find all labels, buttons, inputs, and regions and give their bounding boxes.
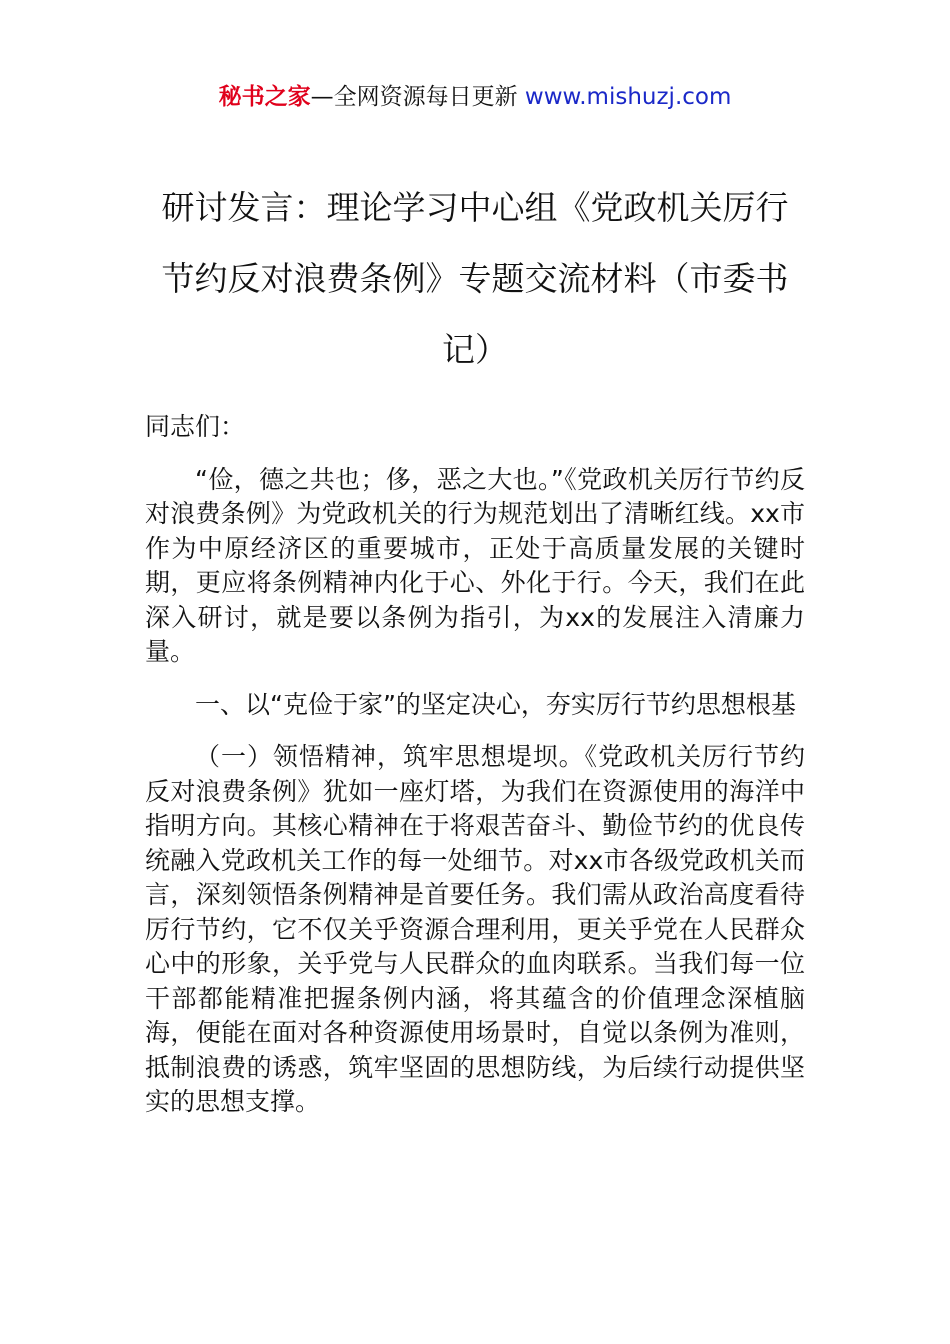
section-heading: 一、以“克俭于家”的坚定决心，夯实厉行节约思想根基 xyxy=(195,689,796,719)
brand-name: 秘书之家 xyxy=(218,84,311,110)
salutation: 同志们： xyxy=(145,412,246,441)
intro-paragraph: “俭，德之共也；侈，恶之大也。”《党政机关厉行节约反对浪费条例》为党政机关的行为规范划出了清晰红线。xx市作为中原经济区的重要城市，正处于高质量发展的关键时期，更应将条例精神内化于心、外化于行。今天，我们在此深入研讨，就是要以条例为指引，为xx的发展注入清廉力量。 xyxy=(145,464,805,666)
site-header xyxy=(0,82,950,112)
site-url-link[interactable]: www.mishuzj.com xyxy=(524,84,732,110)
section-paragraph: （一）领悟精神，筑牢思想堤坝。《党政机关厉行节约反对浪费条例》犹如一座灯塔，为我们在资源使用的海洋中指明方向。其核心精神在于将艰苦奋斗、勤俭节约的优良传统融入党政机关工作的每一处细节。对xx市各级党政机关而言，深刻领悟条例精神是首要任务。我们需从政治高度看待厉行节约，它不仅关乎资源合理利用，更关乎党在人民群众心中的形象，关乎党与人民群众的血肉联系。当我们每一位干部都能精准把握条例内涵，将其蕴含的价值理念深植脑海，便能在面对各种资源使用场景时，自觉以条例为准则，抵制浪费的诱惑，筑牢坚固的思想防线，为后续行动提供坚实的思想支撑。 xyxy=(145,742,805,1116)
document-title: 研讨发言：理论学习中心组《党政机关厉行节约反对浪费条例》专题交流材料（市委书记） xyxy=(161,188,789,369)
header-tagline: —全网资源每日更新 xyxy=(310,84,525,110)
document-body xyxy=(145,410,805,1138)
